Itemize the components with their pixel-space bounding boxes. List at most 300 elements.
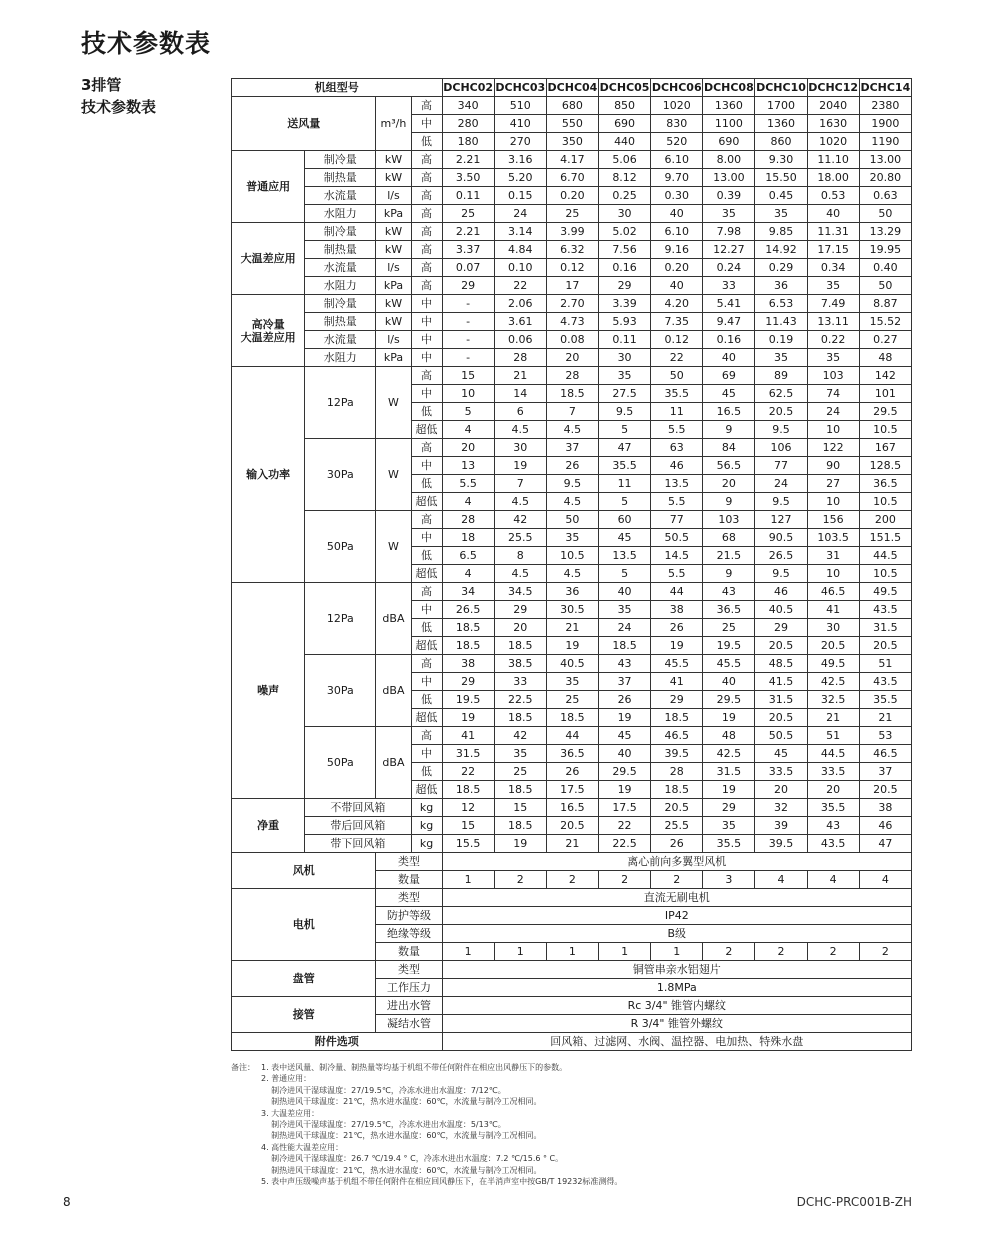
speed-cell: 中	[411, 529, 442, 547]
value-cell: 142	[859, 367, 911, 385]
value-cell: 9.5	[546, 475, 598, 493]
value-cell: 49.5	[859, 583, 911, 601]
value-cell: 19	[442, 709, 494, 727]
value-cell: 37	[546, 439, 598, 457]
value-cell: 14.5	[651, 547, 703, 565]
table-row	[232, 241, 912, 259]
section-title-line: 3排管	[81, 76, 122, 94]
param-cell: 水流量	[305, 259, 376, 277]
speed-cell: 高	[411, 205, 442, 223]
value-cell: 8.87	[859, 295, 911, 313]
value-cell: 19.95	[859, 241, 911, 259]
value-cell: 19	[651, 637, 703, 655]
speed-cell: 中	[411, 295, 442, 313]
value-cell: 6	[494, 403, 546, 421]
value-cell: 9.5	[755, 493, 807, 511]
note-prefix	[231, 1085, 261, 1096]
value-cell: 35	[546, 529, 598, 547]
value-cell: 5	[599, 493, 651, 511]
value-cell: 35	[599, 367, 651, 385]
value-cell: 6.10	[651, 151, 703, 169]
column-header: DCHC08	[703, 79, 755, 97]
value-cell: 19	[494, 835, 546, 853]
value-cell: 31.5	[703, 763, 755, 781]
value-cell: 19	[703, 781, 755, 799]
note-item	[231, 1142, 911, 1153]
value-cell: 9.5	[599, 403, 651, 421]
value-cell: 24	[807, 403, 859, 421]
value-cell: 31.5	[859, 619, 911, 637]
value-cell: 9	[703, 565, 755, 583]
unit-cell: W	[376, 511, 411, 583]
value-cell: 5.5	[651, 421, 703, 439]
note-item	[231, 1108, 911, 1119]
value-cell: 680	[546, 97, 598, 115]
value-cell: 4	[442, 421, 494, 439]
group-label: 输入功率	[232, 367, 305, 583]
value-cell: 56.5	[703, 457, 755, 475]
group-label: 盘管	[232, 961, 376, 997]
note-text: 制冷进风干湿球温度：27/19.5℃，冷冻水进出水温度：7/12℃。	[261, 1085, 506, 1095]
value-cell: 42	[494, 727, 546, 745]
value-cell: 50	[546, 511, 598, 529]
value-cell: 18.5	[599, 637, 651, 655]
spanning-value-cell: 铜管串亲水铝翅片	[442, 961, 911, 979]
spanning-value-cell: 离心前向多翼型风机	[442, 853, 911, 871]
value-cell: 5.06	[599, 151, 651, 169]
value-cell: 47	[859, 835, 911, 853]
value-cell: 13.11	[807, 313, 859, 331]
group-label: 噪声	[232, 583, 305, 799]
value-cell: 1100	[703, 115, 755, 133]
value-cell: 0.11	[599, 331, 651, 349]
table-row	[232, 997, 912, 1015]
value-cell: 2	[859, 943, 911, 961]
unit-cell: dBA	[376, 655, 411, 727]
value-cell: 0.27	[859, 331, 911, 349]
value-cell: 7.98	[703, 223, 755, 241]
value-cell: 25	[494, 763, 546, 781]
group-label: 电机	[232, 889, 376, 961]
value-cell: 29	[599, 277, 651, 295]
value-cell: 40	[599, 583, 651, 601]
note-item	[231, 1085, 911, 1096]
page-title: 技术参数表	[81, 29, 212, 58]
value-cell: 10.5	[859, 565, 911, 583]
value-cell: 29	[703, 799, 755, 817]
value-cell: 29	[442, 673, 494, 691]
unit-cell: kPa	[376, 277, 411, 295]
value-cell: 20	[703, 475, 755, 493]
value-cell: 2.21	[442, 151, 494, 169]
speed-cell: 中	[411, 115, 442, 133]
pressure-cell: 50Pa	[305, 511, 376, 583]
table-row	[232, 817, 912, 835]
table-row	[232, 313, 912, 331]
value-cell: 50	[859, 205, 911, 223]
table-row	[232, 367, 912, 385]
value-cell: 9	[703, 421, 755, 439]
value-cell: 37	[859, 763, 911, 781]
value-cell: 20.5	[651, 799, 703, 817]
speed-cell: 高	[411, 511, 442, 529]
value-cell: 20.5	[755, 637, 807, 655]
value-cell: 167	[859, 439, 911, 457]
speed-cell: 中	[411, 673, 442, 691]
value-cell: -	[442, 313, 494, 331]
value-cell: 40	[703, 673, 755, 691]
unit-cell: m³/h	[376, 97, 411, 151]
speed-cell: 高	[411, 187, 442, 205]
value-cell: 39.5	[651, 745, 703, 763]
value-cell: 19.5	[703, 637, 755, 655]
value-cell: 0.30	[651, 187, 703, 205]
value-cell: 3.39	[599, 295, 651, 313]
value-cell: 10	[807, 493, 859, 511]
value-cell: 35	[703, 817, 755, 835]
value-cell: 10	[807, 421, 859, 439]
value-cell: 550	[546, 115, 598, 133]
value-cell: 25	[703, 619, 755, 637]
unit-cell: W	[376, 439, 411, 511]
value-cell: 0.63	[859, 187, 911, 205]
table-row	[232, 655, 912, 673]
value-cell: 26	[546, 457, 598, 475]
value-cell: 43.5	[807, 835, 859, 853]
speed-cell: 低	[411, 763, 442, 781]
value-cell: 19	[494, 457, 546, 475]
table-row	[232, 835, 912, 853]
value-cell: 48.5	[755, 655, 807, 673]
note-item	[231, 1073, 911, 1084]
value-cell: 1700	[755, 97, 807, 115]
table-row	[232, 151, 912, 169]
value-cell: 12	[442, 799, 494, 817]
value-cell: 1360	[703, 97, 755, 115]
column-header: DCHC02	[442, 79, 494, 97]
value-cell: 44	[651, 583, 703, 601]
note-text: 2. 普通应用：	[261, 1074, 312, 1084]
value-cell: 31	[807, 547, 859, 565]
note-text: 制热进风干球温度：21℃，热水进水温度：60℃，水流量与制冷工况相同。	[261, 1097, 542, 1107]
value-cell: 0.39	[703, 187, 755, 205]
value-cell: 33.5	[807, 763, 859, 781]
pressure-cell: 12Pa	[305, 367, 376, 439]
value-cell: 20	[442, 439, 494, 457]
value-cell: 10.5	[546, 547, 598, 565]
value-cell: 42.5	[703, 745, 755, 763]
note-item	[231, 1062, 911, 1073]
pressure-cell: 30Pa	[305, 655, 376, 727]
value-cell: 48	[703, 727, 755, 745]
value-cell: 12.27	[703, 241, 755, 259]
value-cell: 7	[494, 475, 546, 493]
speed-cell: 低	[411, 403, 442, 421]
value-cell: 28	[494, 349, 546, 367]
value-cell: 7.35	[651, 313, 703, 331]
speed-cell: 超低	[411, 637, 442, 655]
speed-cell: 高	[411, 583, 442, 601]
value-cell: 4.73	[546, 313, 598, 331]
column-header: DCHC03	[494, 79, 546, 97]
value-cell: 14	[494, 385, 546, 403]
param-cell: 制热量	[305, 169, 376, 187]
value-cell: 21	[546, 835, 598, 853]
value-cell: 40	[651, 277, 703, 295]
value-cell: 42	[494, 511, 546, 529]
value-cell: -	[442, 331, 494, 349]
table-row	[232, 169, 912, 187]
unit-cell: kW	[376, 151, 411, 169]
value-cell: 8	[494, 547, 546, 565]
speed-cell: 超低	[411, 709, 442, 727]
value-cell: 22	[494, 277, 546, 295]
value-cell: 35	[494, 745, 546, 763]
value-cell: 28	[651, 763, 703, 781]
value-cell: 3.14	[494, 223, 546, 241]
value-cell: 24	[494, 205, 546, 223]
speed-cell: 中	[411, 385, 442, 403]
value-cell: 50	[651, 367, 703, 385]
value-cell: 280	[442, 115, 494, 133]
value-cell: 106	[755, 439, 807, 457]
value-cell: 1190	[859, 133, 911, 151]
param-cell: 带后回风箱	[305, 817, 411, 835]
param-cell: 凝结水管	[376, 1015, 442, 1033]
column-header: DCHC14	[859, 79, 911, 97]
value-cell: -	[442, 295, 494, 313]
column-header: DCHC05	[599, 79, 651, 97]
param-cell: 类型	[376, 889, 442, 907]
value-cell: 36	[546, 583, 598, 601]
value-cell: 45.5	[651, 655, 703, 673]
value-cell: 43.5	[859, 673, 911, 691]
value-cell: 34	[442, 583, 494, 601]
value-cell: 11	[599, 475, 651, 493]
value-cell: 10	[807, 565, 859, 583]
value-cell: 5.02	[599, 223, 651, 241]
value-cell: 440	[599, 133, 651, 151]
value-cell: 20.5	[859, 781, 911, 799]
value-cell: 1900	[859, 115, 911, 133]
value-cell: 45	[599, 727, 651, 745]
value-cell: 18.5	[442, 781, 494, 799]
value-cell: 0.45	[755, 187, 807, 205]
unit-cell: kW	[376, 223, 411, 241]
value-cell: 46.5	[807, 583, 859, 601]
note-prefix	[231, 1153, 261, 1164]
value-cell: 29.5	[599, 763, 651, 781]
value-cell: 5.41	[703, 295, 755, 313]
speed-cell: 高	[411, 241, 442, 259]
value-cell: 27	[807, 475, 859, 493]
value-cell: 2	[651, 871, 703, 889]
value-cell: 35	[546, 673, 598, 691]
table-row	[232, 97, 912, 115]
value-cell: 40	[599, 745, 651, 763]
value-cell: 35.5	[859, 691, 911, 709]
speed-cell: 低	[411, 691, 442, 709]
value-cell: 41.5	[755, 673, 807, 691]
value-cell: 8.00	[703, 151, 755, 169]
group-label: 送风量	[232, 97, 376, 151]
value-cell: 17.5	[546, 781, 598, 799]
value-cell: 38	[442, 655, 494, 673]
value-cell: 22.5	[599, 835, 651, 853]
note-prefix	[231, 1142, 261, 1153]
speed-cell: 超低	[411, 781, 442, 799]
value-cell: 4	[859, 871, 911, 889]
value-cell: 4.5	[494, 421, 546, 439]
value-cell: 36.5	[703, 601, 755, 619]
value-cell: 40.5	[546, 655, 598, 673]
value-cell: 15	[442, 367, 494, 385]
value-cell: 11.43	[755, 313, 807, 331]
param-cell: 水阻力	[305, 277, 376, 295]
value-cell: 4	[442, 565, 494, 583]
value-cell: 0.20	[651, 259, 703, 277]
value-cell: 5.5	[651, 493, 703, 511]
value-cell: 1	[494, 943, 546, 961]
unit-cell: W	[376, 367, 411, 439]
value-cell: 270	[494, 133, 546, 151]
value-cell: 46	[859, 817, 911, 835]
value-cell: 26	[651, 619, 703, 637]
group-label: 接管	[232, 997, 376, 1033]
value-cell: 9.85	[755, 223, 807, 241]
column-header: DCHC10	[755, 79, 807, 97]
param-cell: 制冷量	[305, 223, 376, 241]
spanning-value-cell: 直流无刷电机	[442, 889, 911, 907]
speed-cell: 高	[411, 727, 442, 745]
speed-cell: 高	[411, 439, 442, 457]
spec-table	[231, 78, 912, 1051]
group-label: 普通应用	[232, 151, 305, 223]
value-cell: 103	[807, 367, 859, 385]
value-cell: 41	[807, 601, 859, 619]
param-cell: 工作压力	[376, 979, 442, 997]
speed-cell: 中	[411, 601, 442, 619]
value-cell: 45	[755, 745, 807, 763]
value-cell: 51	[807, 727, 859, 745]
value-cell: 26.5	[442, 601, 494, 619]
value-cell: 0.06	[494, 331, 546, 349]
value-cell: 35.5	[703, 835, 755, 853]
value-cell: 2	[494, 871, 546, 889]
value-cell: 10	[442, 385, 494, 403]
value-cell: 26	[599, 691, 651, 709]
value-cell: 19	[546, 637, 598, 655]
value-cell: 29.5	[859, 403, 911, 421]
value-cell: 21	[494, 367, 546, 385]
value-cell: 9.47	[703, 313, 755, 331]
value-cell: 22	[599, 817, 651, 835]
value-cell: 1	[442, 943, 494, 961]
value-cell: 7.49	[807, 295, 859, 313]
value-cell: 25	[546, 691, 598, 709]
unit-cell: kg	[411, 799, 442, 817]
value-cell: 0.19	[755, 331, 807, 349]
section-title	[81, 74, 156, 118]
note-text: 1. 表中送风量、制冷量、制热量等均基于机组不带任何附件在相应出风静压下的参数。	[261, 1063, 568, 1072]
value-cell: 38	[651, 601, 703, 619]
speed-cell: 低	[411, 619, 442, 637]
value-cell: 15.50	[755, 169, 807, 187]
param-cell: 水阻力	[305, 349, 376, 367]
note-text: 制冷进风干湿球温度：27/19.5℃，冷冻水进出水温度：5/13℃。	[261, 1120, 506, 1130]
table-row	[232, 331, 912, 349]
note-prefix	[231, 1165, 261, 1176]
value-cell: 16.5	[703, 403, 755, 421]
table-row	[232, 799, 912, 817]
value-cell: 19	[703, 709, 755, 727]
value-cell: 6.5	[442, 547, 494, 565]
unit-cell: kW	[376, 313, 411, 331]
table-row	[232, 205, 912, 223]
speed-cell: 高	[411, 259, 442, 277]
value-cell: 2.21	[442, 223, 494, 241]
table-row	[232, 349, 912, 367]
table-row	[232, 961, 912, 979]
value-cell: 68	[703, 529, 755, 547]
value-cell: 11.31	[807, 223, 859, 241]
value-cell: 44.5	[859, 547, 911, 565]
value-cell: 13.5	[599, 547, 651, 565]
value-cell: 520	[651, 133, 703, 151]
value-cell: 122	[807, 439, 859, 457]
value-cell: 5	[599, 421, 651, 439]
value-cell: 7.56	[599, 241, 651, 259]
unit-cell: kW	[376, 295, 411, 313]
value-cell: 0.07	[442, 259, 494, 277]
value-cell: 20.5	[755, 403, 807, 421]
value-cell: 6.70	[546, 169, 598, 187]
value-cell: 77	[651, 511, 703, 529]
value-cell: 39.5	[755, 835, 807, 853]
value-cell: 2	[807, 943, 859, 961]
note-item	[231, 1096, 911, 1107]
value-cell: 4	[755, 871, 807, 889]
value-cell: 0.12	[651, 331, 703, 349]
value-cell: 690	[599, 115, 651, 133]
note-item	[231, 1119, 911, 1130]
unit-cell: kW	[376, 241, 411, 259]
value-cell: 35	[703, 205, 755, 223]
value-cell: 9.70	[651, 169, 703, 187]
speed-cell: 低	[411, 547, 442, 565]
value-cell: 89	[755, 367, 807, 385]
value-cell: 53	[859, 727, 911, 745]
value-cell: 77	[755, 457, 807, 475]
value-cell: 29	[755, 619, 807, 637]
value-cell: 6.32	[546, 241, 598, 259]
param-cell: 类型	[376, 853, 442, 871]
value-cell: 13.5	[651, 475, 703, 493]
note-text: 3. 大温差应用：	[261, 1108, 320, 1118]
value-cell: 17.5	[599, 799, 651, 817]
value-cell: 2	[546, 871, 598, 889]
value-cell: 35	[599, 601, 651, 619]
value-cell: 44	[546, 727, 598, 745]
value-cell: 50.5	[755, 727, 807, 745]
value-cell: 13.29	[859, 223, 911, 241]
speed-cell: 超低	[411, 565, 442, 583]
value-cell: 19	[599, 709, 651, 727]
note-item	[231, 1130, 911, 1141]
value-cell: 18.5	[442, 619, 494, 637]
column-header: DCHC04	[546, 79, 598, 97]
value-cell: 29	[442, 277, 494, 295]
